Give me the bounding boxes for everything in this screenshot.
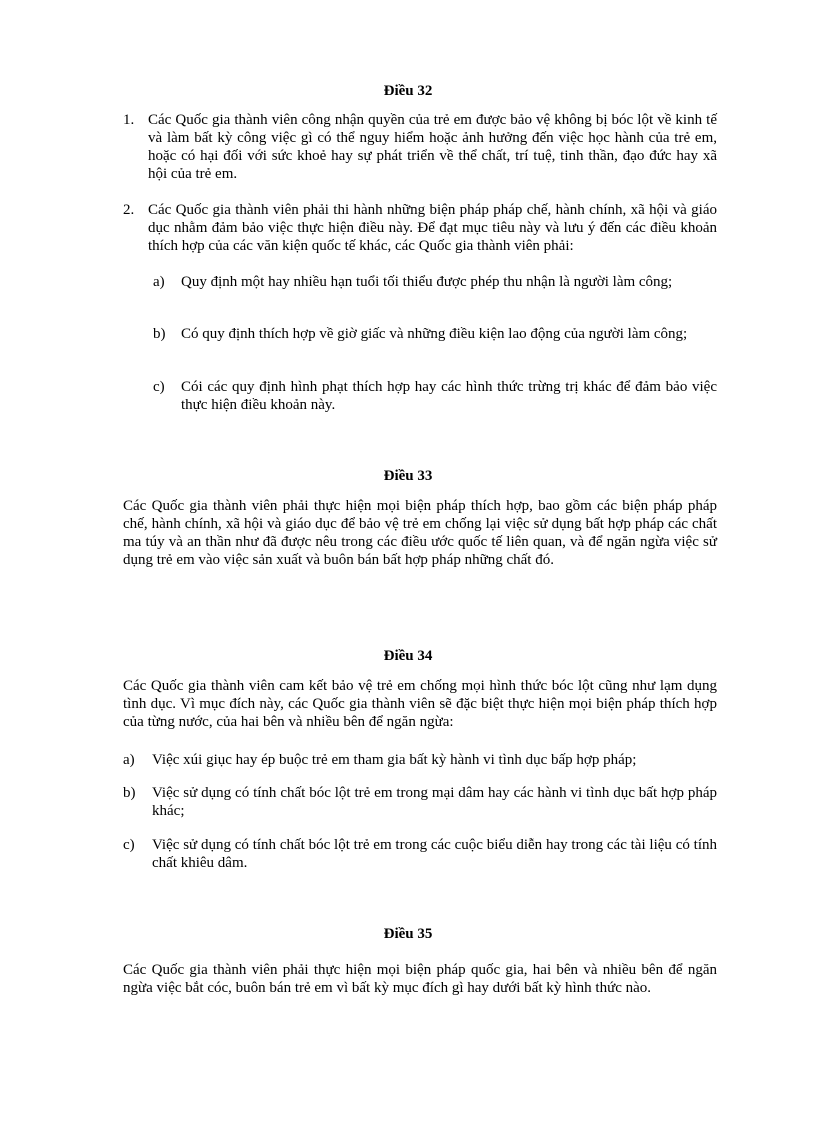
article-34-text: Các Quốc gia thành viên cam kết bảo vệ trẻ em chống mọi hình thức bóc lột cũng như lạm dụng tình dục. Vì mục đích này, các Quốc gia thành viên sẽ đặc biệt thực hiện mọi biện pháp thích hợp của từng nước, của hai bên và nhiều bên để ngăn ngừa: <box>123 678 717 730</box>
article-32-item-1-marker: 1. <box>123 112 135 128</box>
article-33-heading: Điều 33 <box>383 468 433 484</box>
article-34-subitem-a-marker: a) <box>123 752 135 768</box>
article-32-item-1-text: Các Quốc gia thành viên công nhận quyền của trẻ em được bảo vệ không bị bóc lột về kinh tế và làm bất kỳ công việc gì có thể nguy hiểm hoặc ảnh hưởng đến việc học hành của trẻ em, hoặc có hại đối với sức khoẻ hay sự phát triển về thể chất, trí tuệ, tinh thần, đạo đức hay xã hội của trẻ em. <box>148 112 717 182</box>
article-35-heading: Điều 35 <box>383 926 433 942</box>
article-35-text: Các Quốc gia thành viên phải thực hiện mọi biện pháp quốc gia, hai bên và nhiều bên để ngăn ngừa việc bắt cóc, buôn bán trẻ em vì bất kỳ mục đích gì hay dưới bất kỳ hình thức nào. <box>123 962 717 996</box>
article-34-subitem-b-text: Việc sử dụng có tính chất bóc lột trẻ em trong mại dâm hay các hành vi tình dục bất hợp pháp khác; <box>152 785 717 819</box>
article-32-subitem-a-text: Quy định một hay nhiều hạn tuổi tối thiểu được phép thu nhận là người làm công; <box>181 274 673 290</box>
article-32-item-2-marker: 2. <box>123 202 135 218</box>
article-32-heading: Điều 32 <box>383 83 433 99</box>
article-32-subitem-b-marker: b) <box>153 326 166 342</box>
article-34-subitem-b-marker: b) <box>123 785 136 801</box>
article-34-subitem-a-text: Việc xúi giục hay ép buộc trẻ em tham gia bất kỳ hành vi tình dục bấp hợp pháp; <box>152 752 637 768</box>
article-32-item-2-text: Các Quốc gia thành viên phải thi hành những biện pháp pháp chế, hành chính, xã hội và giáo dục nhằm đảm bảo việc thực hiện điều này. Để đạt mục tiêu này và lưu ý đến các điều khoản thích hợp của các văn kiện quốc tế khác, các Quốc gia thành viên phải: <box>148 202 717 254</box>
article-34-subitem-c-marker: c) <box>123 837 135 853</box>
article-34-subitem-c-text: Việc sử dụng có tính chất bóc lột trẻ em trong các cuộc biểu diễn hay trong các tài liệu có tính chất khiêu dâm. <box>152 837 717 871</box>
article-32-subitem-c-marker: c) <box>153 379 165 395</box>
article-32-subitem-c-text: Cói các quy định hình phạt thích hợp hay các hình thức trừng trị khác để đảm bảo việc thực hiện điều khoản này. <box>181 379 717 413</box>
article-32-subitem-b-text: Có quy định thích hợp về giờ giấc và những điều kiện lao động của người làm công; <box>181 326 688 342</box>
article-34-heading: Điều 34 <box>383 648 433 664</box>
article-33-text: Các Quốc gia thành viên phải thực hiện mọi biện pháp thích hợp, bao gồm các biện pháp pháp chế, hành chính, xã hội và giáo dục để bảo vệ trẻ em chống lại việc sử dụng bất hợp pháp các chất ma túy và an thần như đã được nêu trong các điều ước quốc tế liên quan, và để ngăn ngừa việc sử dụng trẻ em vào việc sản xuất và buôn bán bất hợp pháp những chất đó. <box>123 498 717 568</box>
article-32-subitem-a-marker: a) <box>153 274 165 290</box>
